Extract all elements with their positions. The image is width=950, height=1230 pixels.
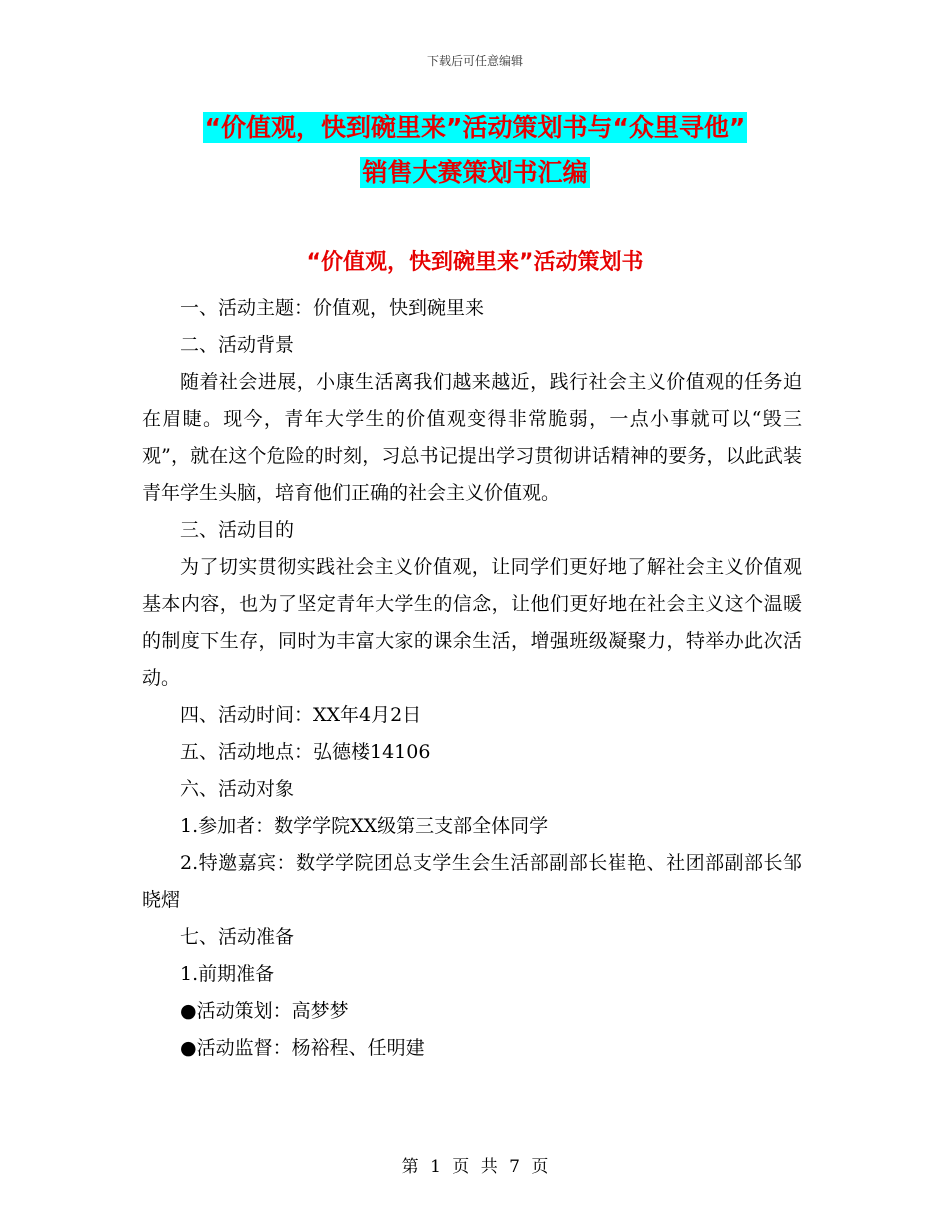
document-body bbox=[142, 290, 802, 1067]
document-title-line-2-text: 销售大赛策划书汇编 bbox=[362, 158, 588, 187]
page-number-footer: 第 1 页 共 7 页 bbox=[401, 1157, 549, 1177]
paragraph: 随着社会进展，小康生活离我们越来越近，践行社会主义价值观的任务迫在眉睫。现今，青年大学生的价值观变得非常脆弱，一点小事就可以“毁三观”，就在这个危险的时刻，习总书记提出学习贯彻讲话精神的要务，以此武装青年学生头脑，培育他们正确的社会主义价值观。 bbox=[142, 371, 802, 504]
document-title-line-1-text: “价值观，快到碗里来”活动策划书与“众里寻他” bbox=[204, 113, 746, 142]
paragraph: 为了切实贯彻实践社会主义价值观，让同学们更好地了解社会主义价值观基本内容，也为了坚定青年大学生的信念，让他们更好地在社会主义这个温暖的制度下生存，同时为丰富大家的课余生活，增强班级凝聚力，特举办此次活动。 bbox=[142, 556, 802, 689]
paragraph: 一、活动主题：价值观，快到碗里来 bbox=[180, 297, 485, 319]
paragraph: 二、活动背景 bbox=[180, 334, 295, 356]
paragraph: 三、活动目的 bbox=[180, 519, 295, 541]
paragraph: 七、活动准备 bbox=[180, 926, 295, 948]
paragraph: 1.前期准备 bbox=[180, 963, 275, 985]
paragraph: 六、活动对象 bbox=[180, 778, 295, 800]
paragraph: 1.参加者：数学学院XX级第三支部全体同学 bbox=[180, 815, 549, 837]
document-title-line-2 bbox=[0, 153, 950, 193]
paragraph: ●活动监督：杨裕程、任明建 bbox=[180, 1037, 425, 1059]
paragraph: 2.特邀嘉宾：数学学院团总支学生会生活部副部长崔艳、社团部副部长邹晓熠 bbox=[142, 852, 802, 911]
document-title-line-1 bbox=[0, 108, 950, 148]
page-header-note: 下载后可任意编辑 bbox=[426, 54, 523, 68]
paragraph: 五、活动地点：弘德楼14106 bbox=[180, 741, 431, 763]
section-title: “价值观，快到碗里来”活动策划书 bbox=[306, 250, 644, 275]
paragraph: 四、活动时间：XX年4月2日 bbox=[180, 704, 422, 726]
paragraph: ●活动策划：高梦梦 bbox=[180, 1000, 349, 1022]
